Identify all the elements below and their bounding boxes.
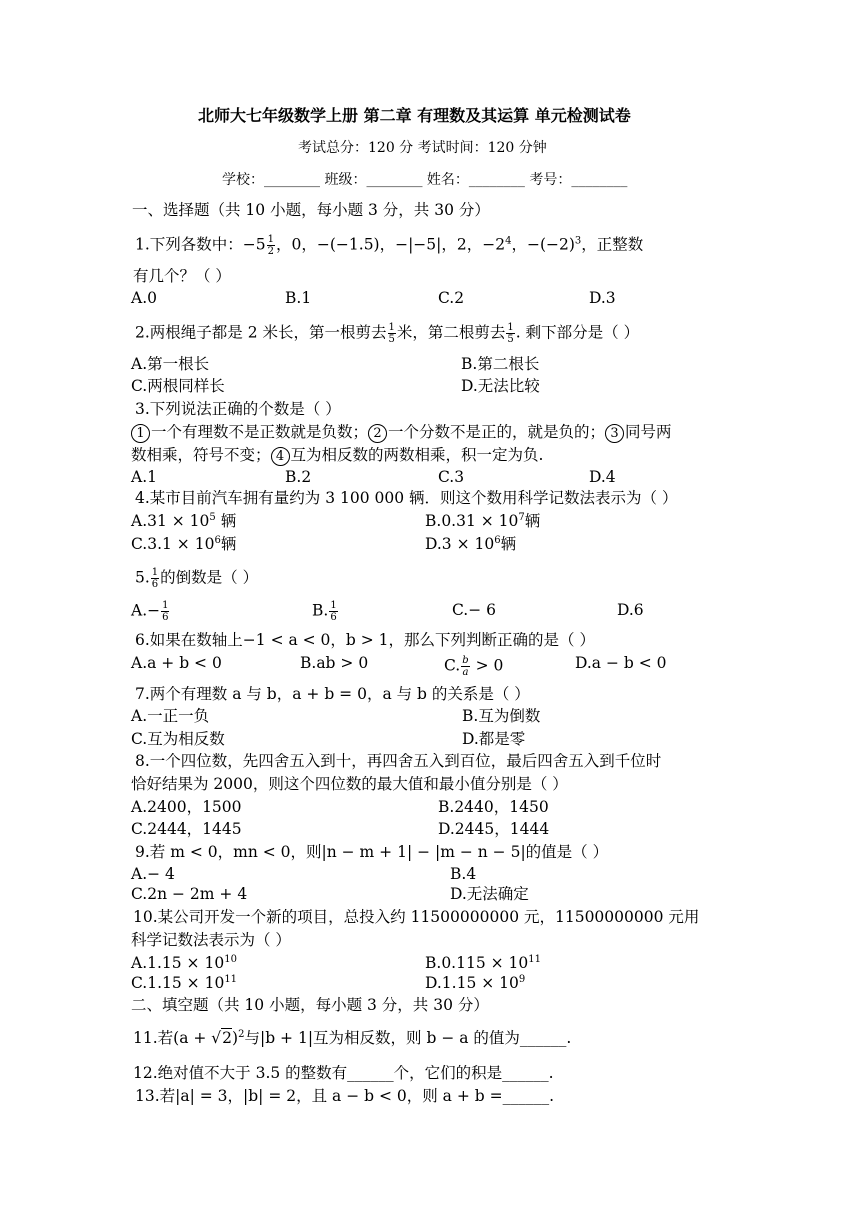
question-4-option-c: $C.3.1 \times 10^6$辆 [131, 535, 237, 553]
question-8-option-b: B.2440，1450 [438, 798, 549, 816]
question-6-option-d: D.a − b < 0 [575, 654, 667, 672]
circled-number-3: 3 [605, 424, 624, 443]
question-7-stem: 7.两个有理数 a 与 b，a + b = 0，a 与 b 的关系是（ ） [135, 685, 530, 703]
question-8-option-c: C.2444，1445 [131, 820, 242, 838]
question-1-option-d: D.3 [589, 289, 616, 307]
question-12-stem: 12.绝对值不大于 3.5 的整数有______个，它们的积是______. [133, 1064, 554, 1082]
question-9-option-c: C.2n − 2m + 4 [131, 885, 248, 903]
question-2-option-a: A.第一根长 [131, 355, 210, 373]
circled-number-2: 2 [368, 424, 387, 443]
question-1-option-a: A.0 [131, 289, 157, 307]
question-7-option-a: A.一正一负 [131, 707, 210, 725]
question-11-stem: 11.若$(a + √2)^2$与|b + 1|互为相反数，则 b − a 的值为______. [133, 1029, 572, 1047]
question-6-option-c: C. $\frac{b}{a}$ > 0 [444, 655, 504, 678]
question-3-option-a: A.1 [131, 468, 157, 486]
fraction-1-2: $\frac{1}{2}$ [267, 234, 275, 257]
question-2-option-b: B.第二根长 [461, 355, 540, 373]
question-8-stem-line1: 8.一个四位数，先四舍五入到十，再四舍五入到百位，最后四舍五入到千位时 [135, 752, 662, 770]
question-4-stem: 4.某市目前汽车拥有量约为 3 100 000 辆．则这个数用科学记数法表示为（ ） [135, 489, 678, 507]
question-6-option-b: B.ab > 0 [300, 654, 369, 672]
question-7-option-b: B.互为倒数 [462, 707, 541, 725]
question-8-stem-line2: 恰好结果为 2000，则这个四位数的最大值和最小值分别是（ ） [131, 775, 568, 793]
question-3-statements-line1: 1 一个有理数不是正数就是负数； 2 一个分数不是正的，就是负的； 3 同号两 [131, 422, 672, 443]
question-9-option-a: A.− 4 [131, 865, 175, 883]
question-13-stem: 13.若|a| = 3，|b| = 2，且 a − b < 0，则 a + b =______. [135, 1087, 555, 1105]
question-7-option-c: C.互为相反数 [131, 730, 225, 748]
question-10-option-a: $A.1.15 \times 10^{10}$ [131, 954, 237, 972]
question-9-option-d: D.无法确定 [450, 885, 529, 903]
question-10-option-d: $D.1.15 \times 10^9$ [425, 974, 526, 992]
section-fill-heading: 二、填空题（共 10 小题，每小题 3 分，共 30 分） [131, 996, 489, 1014]
question-4-option-b: $B.0.31 \times 10^7$辆 [425, 512, 541, 530]
question-1-option-b: B.1 [285, 289, 312, 307]
question-8-option-d: D.2445，1444 [438, 820, 550, 838]
question-4-option-d: $D.3 \times 10^6$辆 [425, 535, 517, 553]
question-5-stem: 5. $\frac{1}{6}$ 的倒数是（ ） [135, 567, 259, 590]
question-5-option-b: B. $\frac{1}{6}$ [312, 600, 337, 623]
question-3-option-b: B.2 [285, 468, 312, 486]
question-3-option-c: C.3 [438, 468, 465, 486]
question-4-option-a: $A.31 \times 10^5$ 辆 [131, 512, 237, 530]
question-5-option-a: A.− $\frac{1}{6}$ [131, 600, 169, 623]
question-5-option-c: C.− 6 [452, 601, 497, 619]
question-10-stem-line1: 10.某公司开发一个新的项目，总投入约 11500000000 元，11500000000 元用 [133, 908, 700, 926]
question-10-stem-line2: 科学记数法表示为（ ） [131, 931, 291, 949]
question-1-stem-line2: 有几个？（ ） [133, 267, 231, 285]
sqrt-symbol: √ [211, 1029, 222, 1047]
question-2-option-d: D.无法比较 [461, 377, 540, 395]
question-5-option-d: D.6 [617, 601, 644, 619]
question-3-option-d: D.4 [589, 468, 616, 486]
question-8-option-a: A.2400，1500 [131, 798, 242, 816]
question-1-option-c: C.2 [438, 289, 465, 307]
exam-fields: 学校：________ 班级：________ 姓名：________ 考号：________ [222, 172, 628, 188]
question-3-stem: 3.下列说法正确的个数是（ ） [135, 400, 341, 418]
question-9-stem: 9.若 m < 0，mn < 0，则|n − m + 1| − |m − n − 5|的值是（ ） [135, 843, 609, 861]
question-2-option-c: C.两根同样长 [131, 377, 225, 395]
question-10-option-b: $B.0.115 \times 10^{11}$ [425, 954, 541, 972]
question-10-option-c: $C.1.15 \times 10^{11}$ [131, 974, 238, 992]
question-1-stem: 1.下列各数中：−5 $\frac{1}{2}$ ，0，−(−1.5)，−|−5|，2，$-2^4$，$-(-2)^3$，正整数 [135, 234, 644, 257]
circled-number-4: 4 [271, 447, 290, 466]
question-6-stem: 6.如果在数轴上−1 < a < 0，b > 1，那么下列判断正确的是（ ） [135, 631, 595, 649]
question-9-option-b: B.4 [450, 865, 477, 883]
question-3-statements-line2: 数相乘，符号不变； 4 互为相反数的两数相乘，积一定为负. [131, 446, 544, 464]
question-6-option-a: A.a + b < 0 [131, 654, 222, 672]
section-choice-heading: 一、选择题（共 10 小题，每小题 3 分，共 30 分） [132, 201, 490, 219]
question-7-option-d: D.都是零 [462, 730, 526, 748]
circled-number-1: 1 [131, 424, 150, 443]
question-2-stem: 2.两根绳子都是 2 米长，第一根剪去 $\frac{1}{5}$ 米，第二根剪去 $\frac{1}{5}$ . 剩下部分是（ ） [135, 322, 640, 345]
exam-info: 考试总分：120 分 考试时间：120 分钟 [298, 140, 547, 156]
exam-title: 北师大七年级数学上册 第二章 有理数及其运算 单元检测试卷 [198, 106, 631, 125]
